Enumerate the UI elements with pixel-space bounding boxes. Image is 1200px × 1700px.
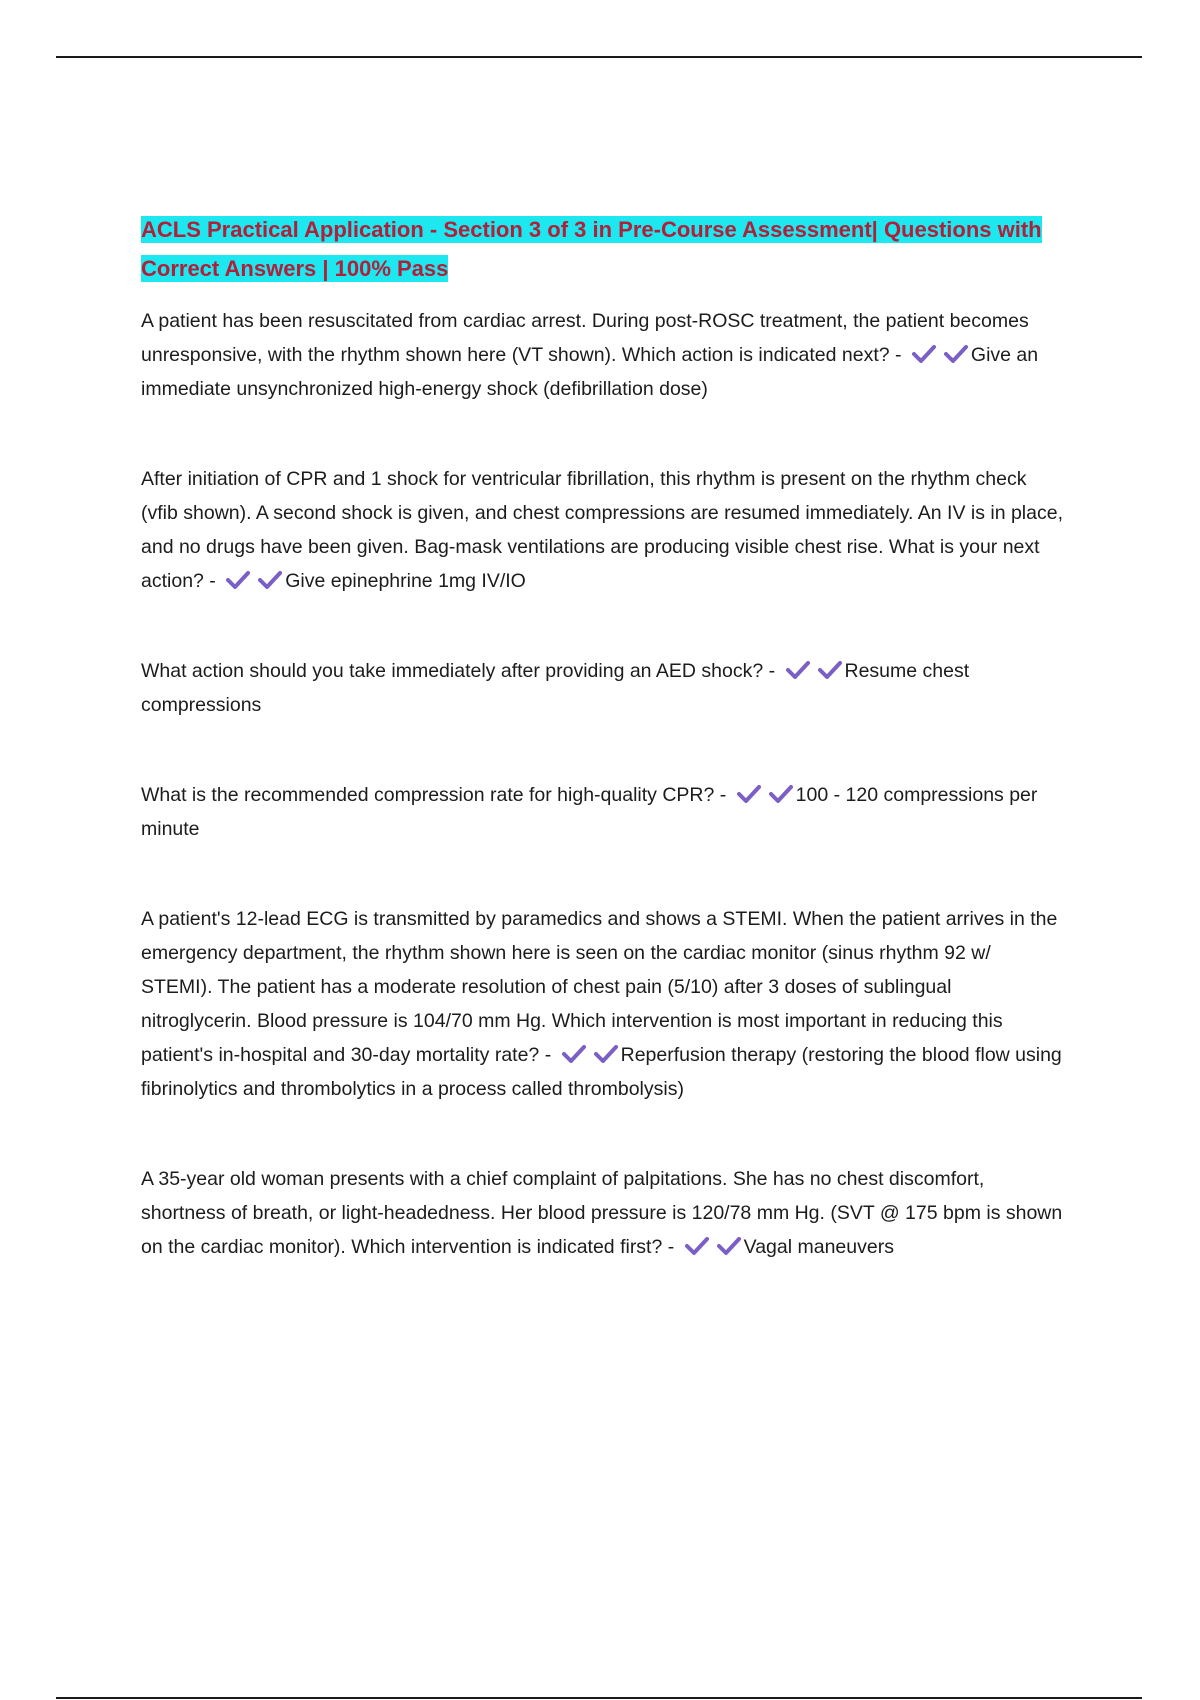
qa-item-1 — [141, 304, 1066, 406]
check-mark-icon — [736, 784, 762, 804]
document-page — [141, 210, 1066, 1264]
bottom-rule — [56, 1697, 1142, 1699]
qa-item-4 — [141, 778, 1066, 846]
answer-checks — [557, 1044, 621, 1066]
question-text: What action should you take immediately after providing an AED shock? - — [141, 660, 776, 682]
answer-text: Resume chest compressions — [141, 660, 970, 716]
check-mark-icon — [785, 660, 811, 680]
document-title — [141, 210, 1066, 288]
check-mark-icon — [561, 1044, 587, 1064]
question-text: What is the recommended compression rate for high-quality CPR? - — [141, 784, 727, 806]
qa-item-3 — [141, 654, 1066, 722]
qa-item-6 — [141, 1162, 1066, 1264]
qa-item-5 — [141, 902, 1066, 1106]
answer-checks — [907, 344, 971, 366]
question-text: After initiation of CPR and 1 shock for ventricular fibrillation, this rhythm is present on the rhythm check (vfib shown). A second shock is given, and chest compressions are resumed immediately. An IV is in place, and no drugs have been given. Bag-mask ventilations are producing visible chest rise. What is your next action? - — [141, 468, 1063, 592]
check-mark-icon — [225, 570, 251, 590]
answer-text: Vagal maneuvers — [743, 1236, 894, 1258]
check-mark-icon — [716, 1236, 742, 1256]
answer-text: Reperfusion therapy (restoring the blood flow using fibrinolytics and thrombolytics in a process called thrombolysis) — [141, 1044, 1062, 1100]
answer-checks — [732, 784, 796, 806]
question-text: A patient's 12-lead ECG is transmitted by paramedics and shows a STEMI. When the patient arrives in the emergency department, the rhythm shown here is seen on the cardiac monitor (sinus rhythm 92 w/ STEMI). The patient has a moderate resolution of chest pain (5/10) after 3 doses of sublingual nitroglycerin. Blood pressure is 104/70 mm Hg. Which intervention is most important in reducing this patient's in-hospital and 30-day mortality rate? - — [141, 908, 1058, 1066]
question-text: A patient has been resuscitated from cardiac arrest. During post-ROSC treatment, the patient becomes unresponsive, with the rhythm shown here (VT shown). Which action is indicated next? - — [141, 310, 1029, 366]
check-mark-icon — [943, 344, 969, 364]
check-mark-icon — [684, 1236, 710, 1256]
document-title-text: ACLS Practical Application - Section 3 of 3 in Pre-Course Assessment| Questions with Correct Answers | 100% Pass — [141, 217, 1042, 281]
qa-item-2 — [141, 462, 1066, 598]
top-rule — [56, 56, 1142, 58]
answer-text: Give an immediate unsynchronized high-energy shock (defibrillation dose) — [141, 344, 1039, 400]
answer-checks — [781, 660, 845, 682]
check-mark-icon — [257, 570, 283, 590]
check-mark-icon — [817, 660, 843, 680]
answer-text: 100 - 120 compressions per minute — [141, 784, 1038, 840]
question-text: A 35-year old woman presents with a chief complaint of palpitations. She has no chest discomfort, shortness of breath, or light-headedness. Her blood pressure is 120/78 mm Hg. (SVT @ 175 bpm is shown on the cardiac monitor). Which intervention is indicated first? - — [141, 1168, 1063, 1258]
check-mark-icon — [911, 344, 937, 364]
answer-checks — [221, 570, 285, 592]
answer-text: Give epinephrine 1mg IV/IO — [285, 570, 526, 592]
check-mark-icon — [768, 784, 794, 804]
check-mark-icon — [593, 1044, 619, 1064]
answer-checks — [680, 1236, 744, 1258]
